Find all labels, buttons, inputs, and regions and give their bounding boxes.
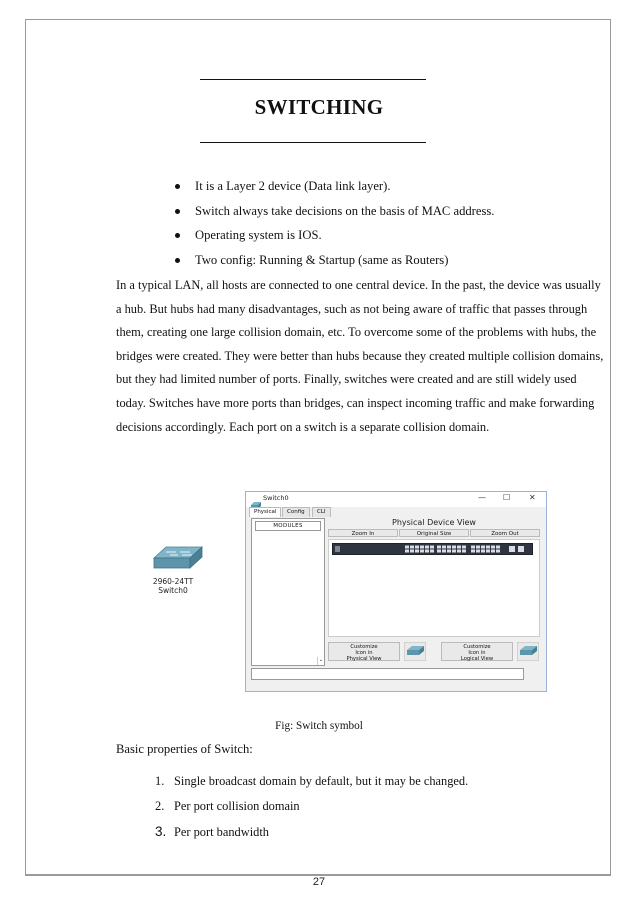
close-icon[interactable]: ✕: [529, 493, 536, 502]
minimize-icon[interactable]: —: [478, 493, 486, 502]
bullet-item: It is a Layer 2 device (Data link layer).: [175, 180, 494, 193]
list-item: 1. Single broadcast domain by default, but it may be changed.: [155, 774, 469, 788]
bullet-item: Two config: Running & Startup (same as Routers): [175, 254, 494, 267]
logical-icon-preview: [517, 642, 539, 661]
list-item: 2. Per port collision domain: [155, 799, 300, 813]
page-number: 27: [312, 876, 326, 888]
switch-label: [140, 577, 206, 595]
view-title: Physical Device View: [392, 518, 476, 527]
title-rule-top: [200, 79, 426, 80]
list-item: 3. Per port bandwidth: [155, 824, 269, 839]
switch-model-label: 2960-24TT: [152, 577, 194, 586]
original-size-button[interactable]: Original Size: [399, 529, 469, 537]
zoom-out-button[interactable]: Zoom Out: [470, 529, 540, 537]
scroll-down-icon[interactable]: ⌄: [318, 657, 324, 663]
switch-name-label: Switch0: [158, 586, 188, 595]
device-canvas: [328, 539, 540, 637]
properties-list: [155, 775, 468, 851]
device-window: [245, 491, 547, 692]
customize-logical-button[interactable]: Customize Icon in Logical View: [441, 642, 513, 661]
switch-device-image: [332, 543, 533, 555]
bullet-icon: [175, 233, 180, 238]
bullet-icon: [175, 209, 180, 214]
page-border: [25, 19, 611, 875]
tab-cli[interactable]: CLI: [312, 507, 331, 517]
command-bar[interactable]: [251, 668, 524, 680]
modules-header: MODULES: [255, 521, 321, 531]
bullet-icon: [175, 184, 180, 189]
window-title: Switch0: [263, 494, 289, 502]
tab-config[interactable]: Config: [282, 507, 310, 517]
modules-panel: [251, 518, 325, 666]
maximize-icon[interactable]: ☐: [503, 493, 511, 502]
properties-heading: Basic properties of Switch:: [116, 742, 253, 756]
customize-physical-button[interactable]: Customize Icon in Physical View: [328, 642, 400, 661]
figure-caption: Fig: Switch symbol: [275, 720, 363, 732]
window-titlebar: [246, 492, 546, 507]
page-title: SWITCHING: [254, 95, 384, 119]
title-rule-bottom: [200, 142, 426, 143]
bullet-item: Switch always take decisions on the basis of MAC address.: [175, 205, 494, 218]
zoom-in-button[interactable]: Zoom In: [328, 529, 398, 537]
bullet-icon: [175, 258, 180, 263]
tab-physical[interactable]: Physical: [249, 507, 281, 517]
intro-paragraph: In a typical LAN, all hosts are connected to one central device. In the past, the device was usually a hub. But hubs had many disadvantages, such as not being aware of traffic that passes through them, creating one large collision domain, etc. To overcome some of the problems with hubs, the bridges were created. They were better than hubs because they created multiple collision domains, but they had limited number of ports. Finally, switches were created and are still widely used today. Switches have more ports than bridges, can inspect incoming traffic and make forwarding decisions accordingly. Each port on a switch is a separate collision domain.: [116, 278, 604, 434]
bullet-item: Operating system is IOS.: [175, 229, 494, 242]
physical-icon-preview: [404, 642, 426, 661]
physical-device-view: [328, 518, 540, 666]
bullet-list: [175, 180, 494, 278]
